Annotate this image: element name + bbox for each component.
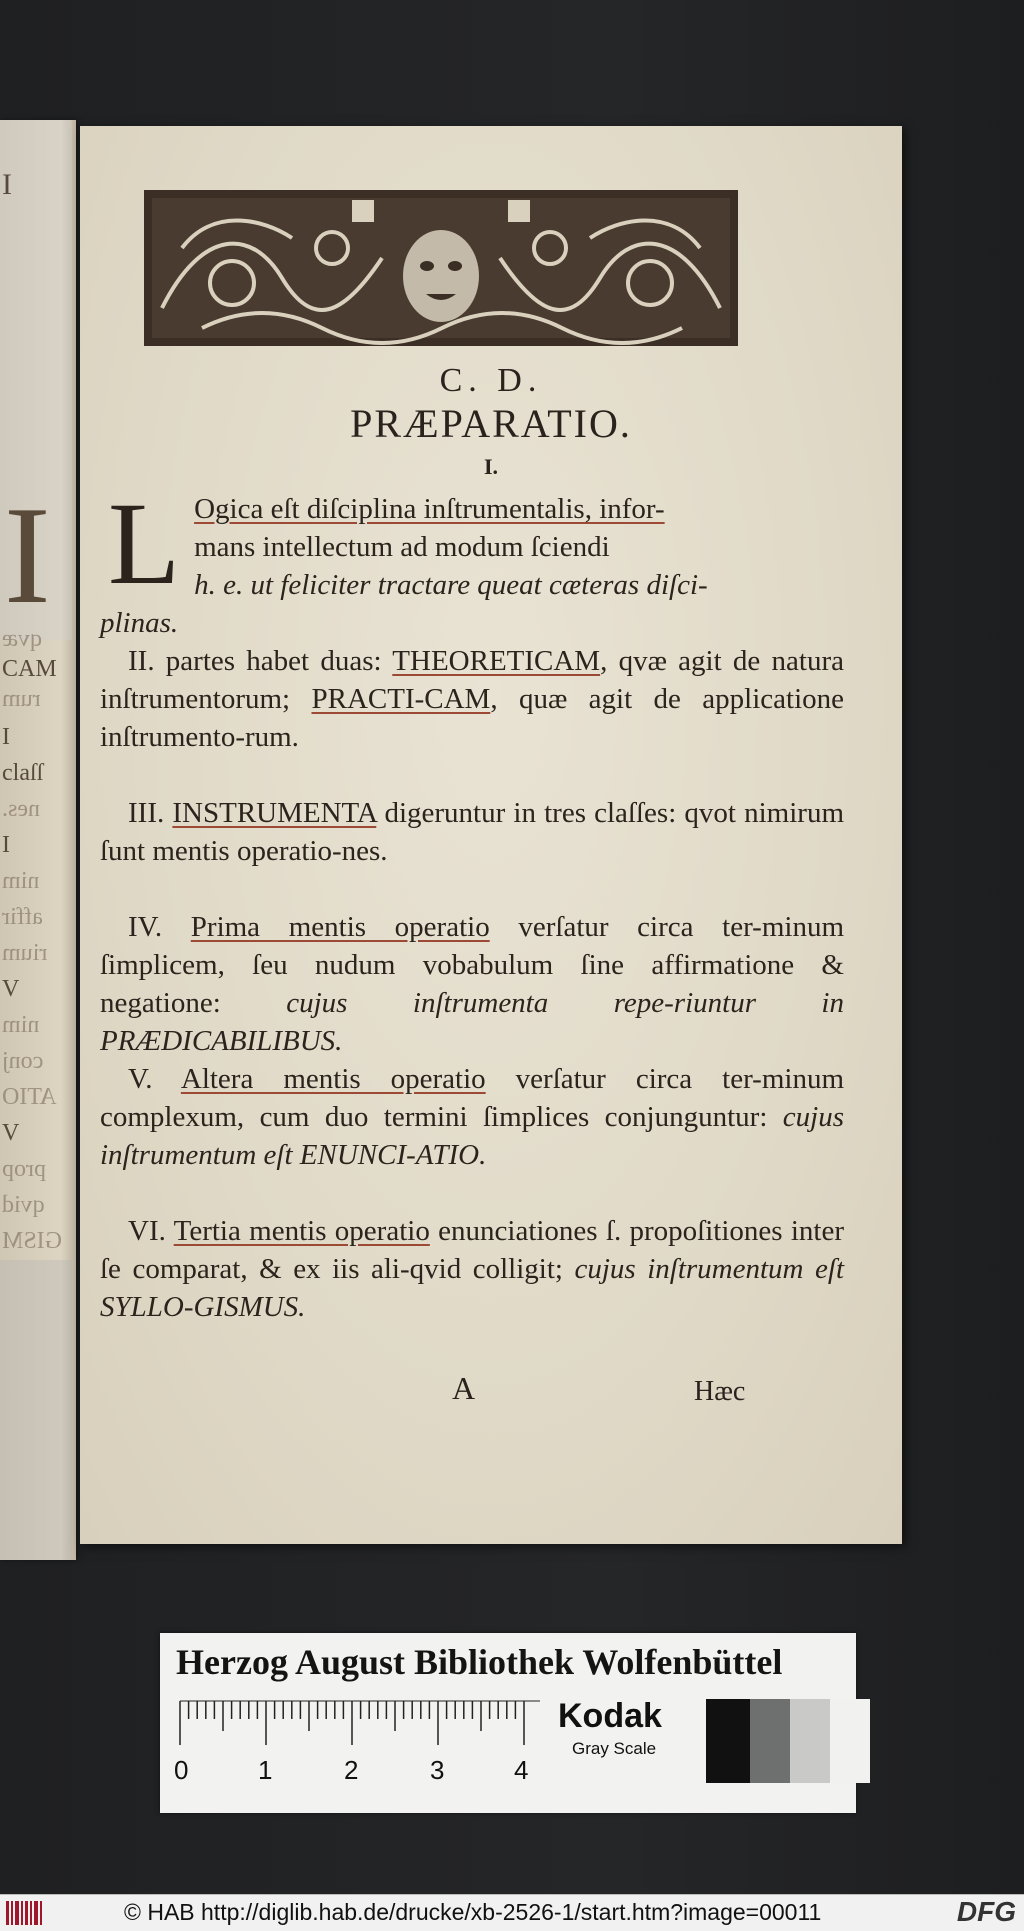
p2-middle: , qvæ agit de natura inſtrumentorum; (100, 645, 844, 715)
prev-page-fragment: ATIO (2, 1084, 57, 1110)
paragraph-1 (100, 478, 844, 642)
ruler-label: 4 (514, 1755, 529, 1785)
paragraph-6 (100, 1212, 844, 1326)
gray-patch (706, 1699, 750, 1783)
ruler-scale (174, 1699, 558, 1789)
credit-text: © HAB http://diglib.hab.de/drucke/xb-2526-1/start.htm?image=00011 (124, 1899, 822, 1925)
dfg-logo: DFG (956, 1896, 1016, 1927)
p1-line-1: Ogica eſt diſciplina inſtrumentalis, infor- (194, 493, 665, 525)
p4-lead: IV. (128, 911, 163, 943)
previous-page-edge (0, 120, 76, 1560)
paragraph-2 (100, 642, 844, 756)
prev-page-fragment: rium (2, 940, 48, 966)
prev-page-fragment: I (2, 724, 10, 750)
paragraph-3 (100, 794, 844, 870)
prev-page-fragment: V (2, 1120, 20, 1146)
p6-italic: cujus inſtrumentum eſt SYLLO-GISMUS. (100, 1253, 845, 1323)
p6-rest: enunciationes ſ. propoſitiones inter ſe comparat, & ex iis ali-qvid colligit; (100, 1215, 845, 1285)
book-page (80, 126, 902, 1544)
p5-operatio: Altera mentis operatio (180, 1063, 486, 1095)
prev-page-fragment: GISM (2, 1228, 63, 1254)
credit-footer (0, 1894, 1024, 1931)
page-title: PRÆPARATIO. (350, 401, 632, 446)
prev-page-fragment: CAM (2, 656, 57, 682)
tape-strip-lower (0, 1260, 72, 1560)
p4-rest: verſatur circa ter-minum ſimplicem, ſeu nudum vobabulum ſine affirmatione & negatione: (100, 911, 844, 1019)
kodak-subtitle: Gray Scale (572, 1739, 657, 1758)
prev-page-fragment: nim (2, 1012, 40, 1038)
ruler-label: 3 (430, 1755, 445, 1785)
prev-page-fragment: nim (2, 868, 40, 894)
p1-line-2: mans intellectum ad modum ſciendi (194, 531, 610, 563)
prev-page-fragment: nes. (2, 796, 40, 822)
ruler-label: 2 (344, 1755, 359, 1785)
prev-page-initial: I (4, 478, 51, 633)
prev-page-fragment: affir (2, 904, 43, 930)
prev-page-fragment: V (2, 976, 20, 1002)
p5-italic: cujus inſtrumentum eſt ENUNCI-ATIO. (100, 1101, 844, 1171)
p5-rest: verſatur circa ter-minum complexum, cum duo termini ſimplices conjunguntur: (100, 1063, 844, 1133)
prev-page-fragment: I (2, 168, 12, 201)
signature-mark: A (452, 1370, 476, 1406)
hab-logo-icon (6, 1901, 46, 1925)
p3-instrumenta: INSTRUMENTA (172, 797, 377, 829)
gray-patch (830, 1699, 870, 1783)
p2-end: , quæ agit de applicatione inſtrumento-rum. (100, 683, 844, 753)
p4-operatio: Prima mentis operatio (190, 911, 490, 943)
kodak-logo: Kodak (558, 1697, 662, 1735)
ruler-label: 0 (174, 1755, 189, 1785)
woodcut-ornament-headpiece (142, 188, 740, 348)
prev-page-fragment: prop (2, 1156, 46, 1182)
library-name: Herzog August Bibliothek Wolfenbüttel (176, 1642, 783, 1682)
ruler-label: 1 (258, 1755, 273, 1785)
prev-page-fragment: qvæ (2, 626, 43, 652)
prev-page-fragment: conj (2, 1048, 44, 1074)
gray-scale-patches (706, 1699, 870, 1783)
p5-lead: V. (128, 1063, 153, 1095)
paragraph-5 (100, 1060, 844, 1174)
p6-lead: VI. (128, 1215, 166, 1247)
section-number: I. (483, 454, 499, 479)
prev-page-fragment: I (2, 832, 10, 858)
catchword: Hæc (694, 1376, 746, 1407)
gray-patch (790, 1699, 830, 1783)
paragraph-4 (100, 908, 844, 1060)
p6-operatio: Tertia mentis operatio (173, 1215, 430, 1247)
p3-lead: III. (128, 797, 165, 829)
p1-line-3: h. e. ut feliciter tractare queat cæteras diſci- (194, 569, 708, 601)
p3-rest: digeruntur in tres claſſes: qvot nimirum ſunt mentis operatio-nes. (100, 797, 845, 867)
p2-lead: II. partes habet duas: (128, 645, 382, 677)
p4-italic: cujus inſtrumenta repe-riuntur in PRÆDICABILIBUS. (100, 987, 844, 1057)
gray-patch (750, 1699, 790, 1783)
prev-page-fragment: qvid (2, 1192, 45, 1218)
prev-page-fragment: rum (2, 686, 41, 712)
heading-cd: C. D. (439, 362, 543, 399)
p1-line-4: plinas. (100, 607, 179, 639)
drop-cap-initial: L (108, 478, 181, 609)
p2-practica: PRACTI-CAM (311, 683, 491, 715)
prev-page-fragment: claſſ (2, 760, 44, 786)
color-calibration-card (160, 1633, 856, 1813)
p2-theoretica: THEORETICAM (392, 645, 601, 677)
